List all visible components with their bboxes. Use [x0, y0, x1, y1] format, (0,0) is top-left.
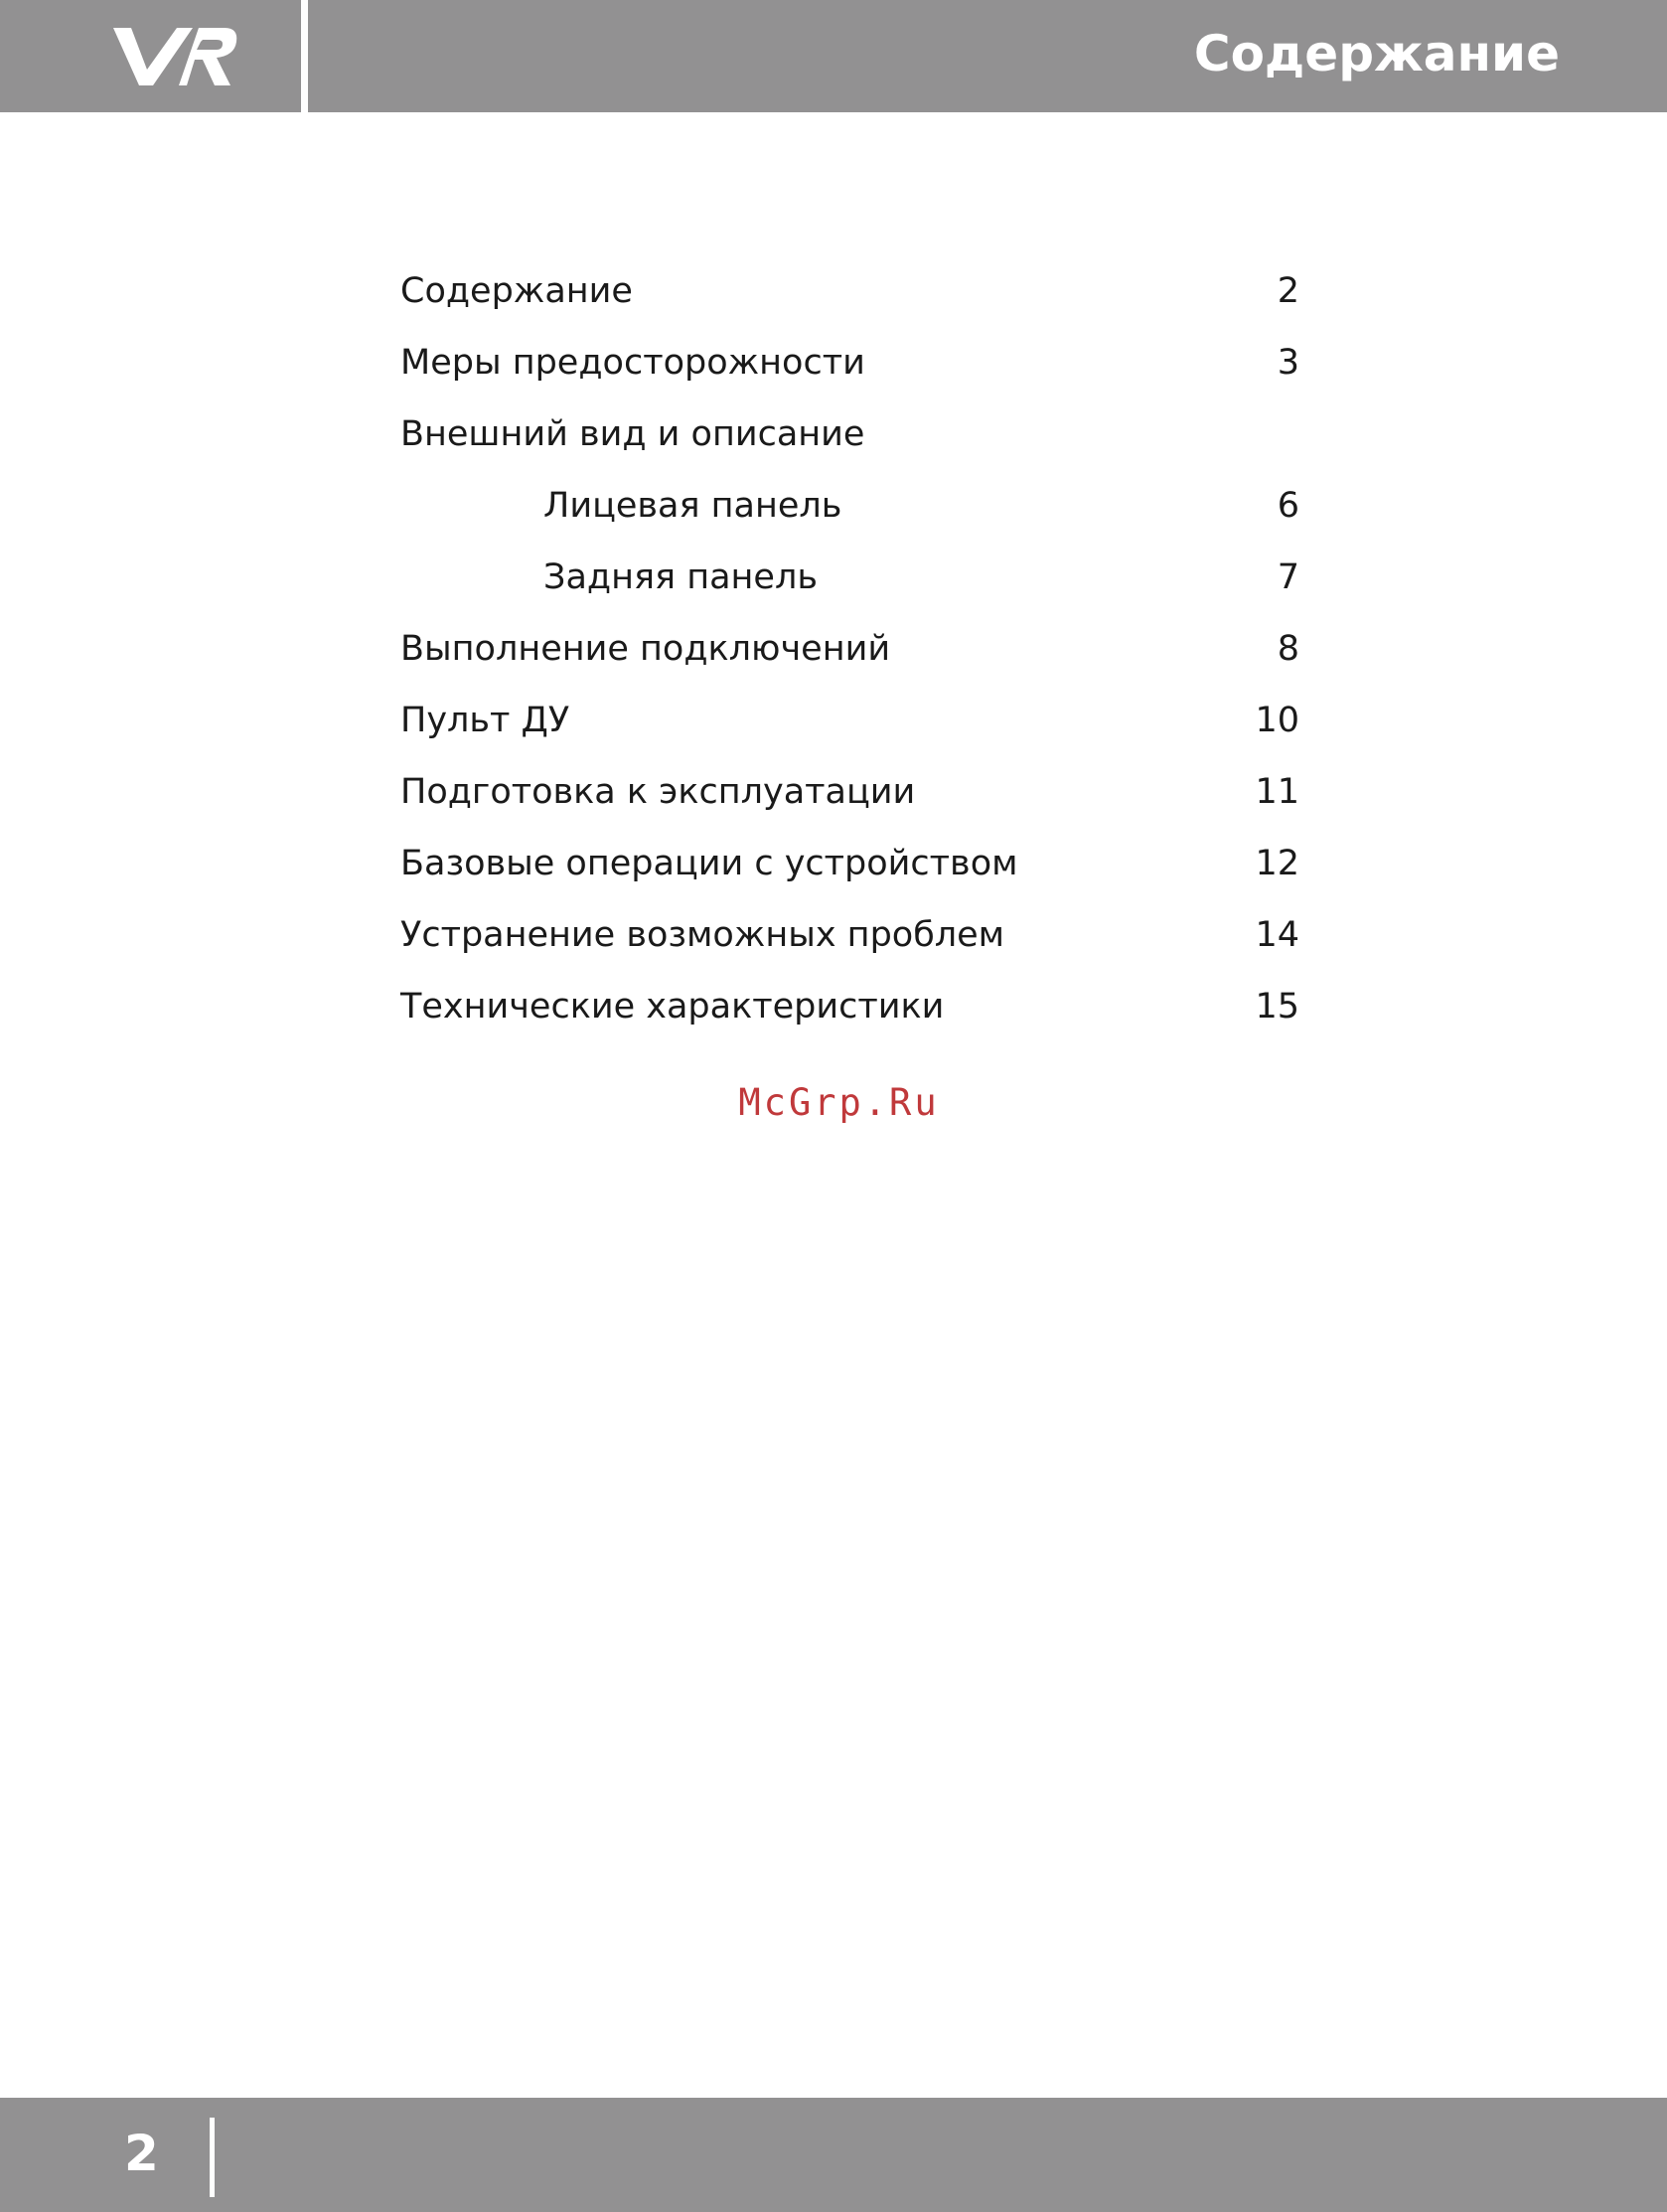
header-divider	[301, 0, 308, 112]
toc-entry[interactable]	[400, 976, 1299, 1047]
toc-entry-label: Меры предосторожности	[400, 343, 865, 383]
toc-entry[interactable]	[400, 403, 1299, 475]
toc-entry-page: 10	[1255, 701, 1299, 740]
toc-entry-page: 12	[1255, 844, 1299, 883]
toc-entry-page: 8	[1277, 629, 1299, 669]
toc-entry-label: Устранение возможных проблем	[400, 915, 1005, 955]
toc-entry[interactable]	[400, 761, 1299, 833]
toc-entry[interactable]	[400, 547, 1299, 618]
toc-entry-label: Базовые операции с устройством	[400, 844, 1018, 883]
toc-entry-page: 14	[1255, 915, 1299, 955]
toc-entry-page: 7	[1277, 557, 1299, 597]
toc-entry-label: Задняя панель	[543, 557, 818, 597]
toc-entry[interactable]	[400, 618, 1299, 690]
toc-entry-label: Выполнение подключений	[400, 629, 891, 669]
table-of-contents	[400, 260, 1299, 1047]
toc-entry-page: 3	[1277, 343, 1299, 383]
vr-logo-icon	[113, 26, 238, 87]
toc-entry[interactable]	[400, 332, 1299, 403]
toc-entry-label: Подготовка к эксплуатации	[400, 772, 916, 812]
toc-entry[interactable]	[400, 904, 1299, 976]
toc-entry-label: Внешний вид и описание	[400, 414, 865, 454]
toc-entry[interactable]	[400, 475, 1299, 547]
page-footer	[0, 2098, 1667, 2212]
toc-entry-label: Пульт ДУ	[400, 701, 570, 740]
watermark: McGrp.Ru	[738, 1081, 940, 1124]
toc-entry[interactable]	[400, 833, 1299, 904]
page-title: Содержание	[1193, 25, 1560, 82]
brand-logo	[0, 0, 301, 112]
page-number: 2	[124, 2125, 159, 2182]
toc-entry[interactable]	[400, 690, 1299, 761]
toc-entry-label: Технические характеристики	[400, 987, 945, 1027]
toc-entry-page: 2	[1277, 271, 1299, 311]
toc-entry-page: 15	[1255, 987, 1299, 1027]
toc-entry[interactable]	[400, 260, 1299, 332]
footer-divider	[210, 2118, 215, 2197]
page-header	[0, 0, 1667, 112]
toc-entry-label: Лицевая панель	[543, 486, 842, 526]
toc-entry-label: Содержание	[400, 271, 633, 311]
toc-entry-page: 11	[1255, 772, 1299, 812]
toc-entry-page: 6	[1277, 486, 1299, 526]
